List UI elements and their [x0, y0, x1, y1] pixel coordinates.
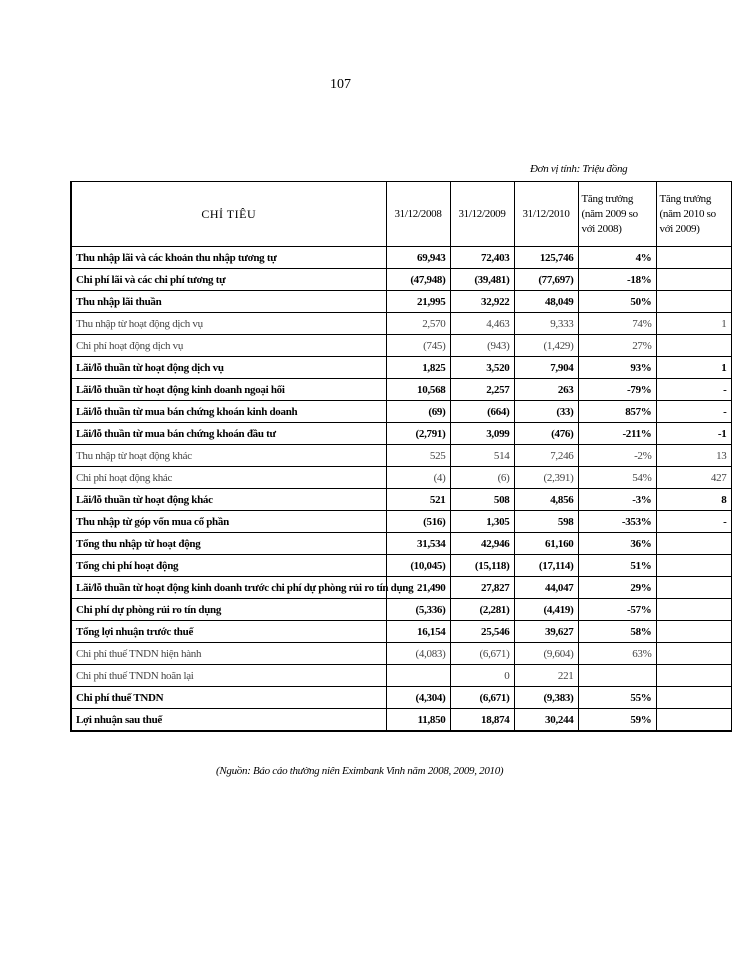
cell-2009: 508 [450, 489, 514, 511]
cell-2009: (2,281) [450, 599, 514, 621]
cell-2009: 18,874 [450, 709, 514, 732]
cell-2010: (476) [514, 423, 578, 445]
cell-2008: (10,045) [386, 555, 450, 577]
cell-2008: (4) [386, 467, 450, 489]
table-row [71, 555, 731, 577]
cell-2009: (39,481) [450, 269, 514, 291]
cell-growth-2010: 427 [656, 467, 731, 489]
cell-2010: 7,904 [514, 357, 578, 379]
header-2010: 31/12/2010 [514, 182, 578, 247]
cell-2008: (516) [386, 511, 450, 533]
cell-2008: (4,304) [386, 687, 450, 709]
row-label: Chi phí thuế TNDN [71, 687, 386, 709]
table-header-row [71, 182, 731, 247]
cell-growth-2010 [656, 709, 731, 732]
cell-2008: (745) [386, 335, 450, 357]
cell-growth-2009: 36% [578, 533, 656, 555]
cell-growth-2010 [656, 247, 731, 269]
cell-growth-2010: 13 [656, 445, 731, 467]
cell-2010: (9,604) [514, 643, 578, 665]
cell-2009: (6,671) [450, 643, 514, 665]
cell-growth-2010: 1 [656, 357, 731, 379]
row-label: Chi phí thuế TNDN hiện hành [71, 643, 386, 665]
cell-2008: 10,568 [386, 379, 450, 401]
cell-growth-2009: -57% [578, 599, 656, 621]
cell-2008: 525 [386, 445, 450, 467]
row-label: Lợi nhuận sau thuế [71, 709, 386, 732]
cell-growth-2009: 93% [578, 357, 656, 379]
cell-2009: (664) [450, 401, 514, 423]
cell-2009: 25,546 [450, 621, 514, 643]
cell-2009: 3,520 [450, 357, 514, 379]
table-row [71, 379, 731, 401]
cell-growth-2010 [656, 335, 731, 357]
table-row [71, 511, 731, 533]
cell-2010: 61,160 [514, 533, 578, 555]
table-row [71, 291, 731, 313]
cell-2008: 69,943 [386, 247, 450, 269]
cell-growth-2009: 29% [578, 577, 656, 599]
source-note: (Nguồn: Báo cáo thường niên Eximbank Vinh năm 2008, 2009, 2010) [216, 765, 504, 777]
cell-growth-2009: 27% [578, 335, 656, 357]
cell-2010: 598 [514, 511, 578, 533]
cell-2009: 514 [450, 445, 514, 467]
table-row [71, 709, 731, 732]
cell-growth-2010: 1 [656, 313, 731, 335]
row-label: Thu nhập lãi và các khoản thu nhập tương tự [71, 247, 386, 269]
header-indicator: CHỈ TIÊU [71, 182, 386, 247]
row-label: Tổng thu nhập từ hoạt động [71, 533, 386, 555]
header-2008: 31/12/2008 [386, 182, 450, 247]
page-number: 107 [330, 77, 351, 92]
cell-2009: 0 [450, 665, 514, 687]
cell-2009: (943) [450, 335, 514, 357]
header-2009: 31/12/2009 [450, 182, 514, 247]
cell-growth-2010: 8 [656, 489, 731, 511]
cell-growth-2009: 54% [578, 467, 656, 489]
cell-growth-2010 [656, 643, 731, 665]
cell-2009: (15,118) [450, 555, 514, 577]
row-label: Chi phí hoạt động khác [71, 467, 386, 489]
cell-2010: 4,856 [514, 489, 578, 511]
cell-2008: 11,850 [386, 709, 450, 732]
row-label: Tổng chi phí hoạt động [71, 555, 386, 577]
cell-2008: 16,154 [386, 621, 450, 643]
cell-growth-2010 [656, 555, 731, 577]
cell-2010: 7,246 [514, 445, 578, 467]
cell-2008: (5,336) [386, 599, 450, 621]
cell-2010: 9,333 [514, 313, 578, 335]
cell-2010: (9,383) [514, 687, 578, 709]
table-row [71, 313, 731, 335]
cell-2010: 48,049 [514, 291, 578, 313]
cell-growth-2009: 55% [578, 687, 656, 709]
cell-growth-2010 [656, 687, 731, 709]
cell-growth-2009: 63% [578, 643, 656, 665]
cell-growth-2009: -2% [578, 445, 656, 467]
unit-note: Đơn vị tính: Triệu đồng [530, 163, 628, 175]
cell-growth-2009: -3% [578, 489, 656, 511]
row-label: Thu nhập từ hoạt động khác [71, 445, 386, 467]
table-row [71, 357, 731, 379]
cell-growth-2010: - [656, 379, 731, 401]
cell-2008 [386, 665, 450, 687]
cell-growth-2009: 59% [578, 709, 656, 732]
cell-2010: (33) [514, 401, 578, 423]
cell-2009: 2,257 [450, 379, 514, 401]
table-row [71, 423, 731, 445]
row-label: Tổng lợi nhuận trước thuế [71, 621, 386, 643]
cell-2009: (6,671) [450, 687, 514, 709]
cell-growth-2009: -211% [578, 423, 656, 445]
cell-2010: (17,114) [514, 555, 578, 577]
table-row [71, 577, 731, 599]
cell-2010: 44,047 [514, 577, 578, 599]
cell-growth-2009: -18% [578, 269, 656, 291]
row-label: Chi phí thuế TNDN hoãn lại [71, 665, 386, 687]
table-row [71, 335, 731, 357]
table-row [71, 643, 731, 665]
row-label: Thu nhập từ hoạt động dịch vụ [71, 313, 386, 335]
cell-growth-2009: 4% [578, 247, 656, 269]
row-label: Chi phí dự phòng rủi ro tín dụng [71, 599, 386, 621]
row-label: Thu nhập lãi thuần [71, 291, 386, 313]
cell-growth-2009: -79% [578, 379, 656, 401]
table-row [71, 599, 731, 621]
cell-2010: (1,429) [514, 335, 578, 357]
cell-growth-2010 [656, 269, 731, 291]
cell-2008: (69) [386, 401, 450, 423]
table-wrapper [70, 181, 727, 732]
cell-2010: (4,419) [514, 599, 578, 621]
table-row [71, 489, 731, 511]
cell-2010: 125,746 [514, 247, 578, 269]
row-label: Chi phí lãi và các chi phí tương tự [71, 269, 386, 291]
cell-2010: 30,244 [514, 709, 578, 732]
cell-growth-2009: -353% [578, 511, 656, 533]
cell-2008: 21,995 [386, 291, 450, 313]
income-statement-table [70, 181, 732, 732]
cell-2009: 3,099 [450, 423, 514, 445]
table-row [71, 247, 731, 269]
cell-growth-2009 [578, 665, 656, 687]
row-label: Lãi/lỗ thuần từ hoạt động dịch vụ [71, 357, 386, 379]
table-row [71, 665, 731, 687]
cell-2008: (2,791) [386, 423, 450, 445]
table-row [71, 687, 731, 709]
header-growth-2010: Tăng trưởng (năm 2010 so với 2009) [656, 182, 731, 247]
cell-2009: 42,946 [450, 533, 514, 555]
row-label: Chi phí hoạt động dịch vụ [71, 335, 386, 357]
cell-growth-2009: 50% [578, 291, 656, 313]
cell-2010: (2,391) [514, 467, 578, 489]
cell-growth-2010: -1 [656, 423, 731, 445]
table-row [71, 445, 731, 467]
table-row [71, 533, 731, 555]
table-row [71, 269, 731, 291]
cell-2008: (4,083) [386, 643, 450, 665]
cell-2010: 221 [514, 665, 578, 687]
table-row [71, 621, 731, 643]
cell-2008: 521 [386, 489, 450, 511]
row-label: Lãi/lỗ thuần từ hoạt động kinh doanh ngoại hối [71, 379, 386, 401]
cell-growth-2009: 58% [578, 621, 656, 643]
row-label: Lãi/lỗ thuần từ mua bán chứng khoán kinh doanh [71, 401, 386, 423]
cell-2009: 1,305 [450, 511, 514, 533]
row-label: Lãi/lỗ thuần từ mua bán chứng khoán đầu tư [71, 423, 386, 445]
cell-growth-2009: 857% [578, 401, 656, 423]
cell-2010: 263 [514, 379, 578, 401]
cell-2008: 21,490 [386, 577, 450, 599]
table-row [71, 467, 731, 489]
row-label: Lãi/lỗ thuần từ hoạt động kinh doanh trước chi phí dự phòng rủi ro tín dụng [71, 577, 386, 599]
header-growth-2009: Tăng trưởng (năm 2009 so với 2008) [578, 182, 656, 247]
cell-2009: 27,827 [450, 577, 514, 599]
cell-2008: 2,570 [386, 313, 450, 335]
cell-2010: (77,697) [514, 269, 578, 291]
cell-2008: 31,534 [386, 533, 450, 555]
row-label: Lãi/lỗ thuần từ hoạt động khác [71, 489, 386, 511]
cell-growth-2010 [656, 599, 731, 621]
cell-2009: 72,403 [450, 247, 514, 269]
cell-2008: 1,825 [386, 357, 450, 379]
table-row [71, 401, 731, 423]
cell-2008: (47,948) [386, 269, 450, 291]
cell-growth-2010 [656, 665, 731, 687]
cell-growth-2010: - [656, 511, 731, 533]
cell-2009: 32,922 [450, 291, 514, 313]
cell-2010: 39,627 [514, 621, 578, 643]
cell-growth-2010 [656, 291, 731, 313]
cell-growth-2009: 74% [578, 313, 656, 335]
cell-growth-2009: 51% [578, 555, 656, 577]
cell-growth-2010 [656, 621, 731, 643]
cell-2009: (6) [450, 467, 514, 489]
cell-growth-2010 [656, 533, 731, 555]
cell-growth-2010 [656, 577, 731, 599]
cell-2009: 4,463 [450, 313, 514, 335]
cell-growth-2010: - [656, 401, 731, 423]
row-label: Thu nhập từ góp vốn mua cổ phần [71, 511, 386, 533]
